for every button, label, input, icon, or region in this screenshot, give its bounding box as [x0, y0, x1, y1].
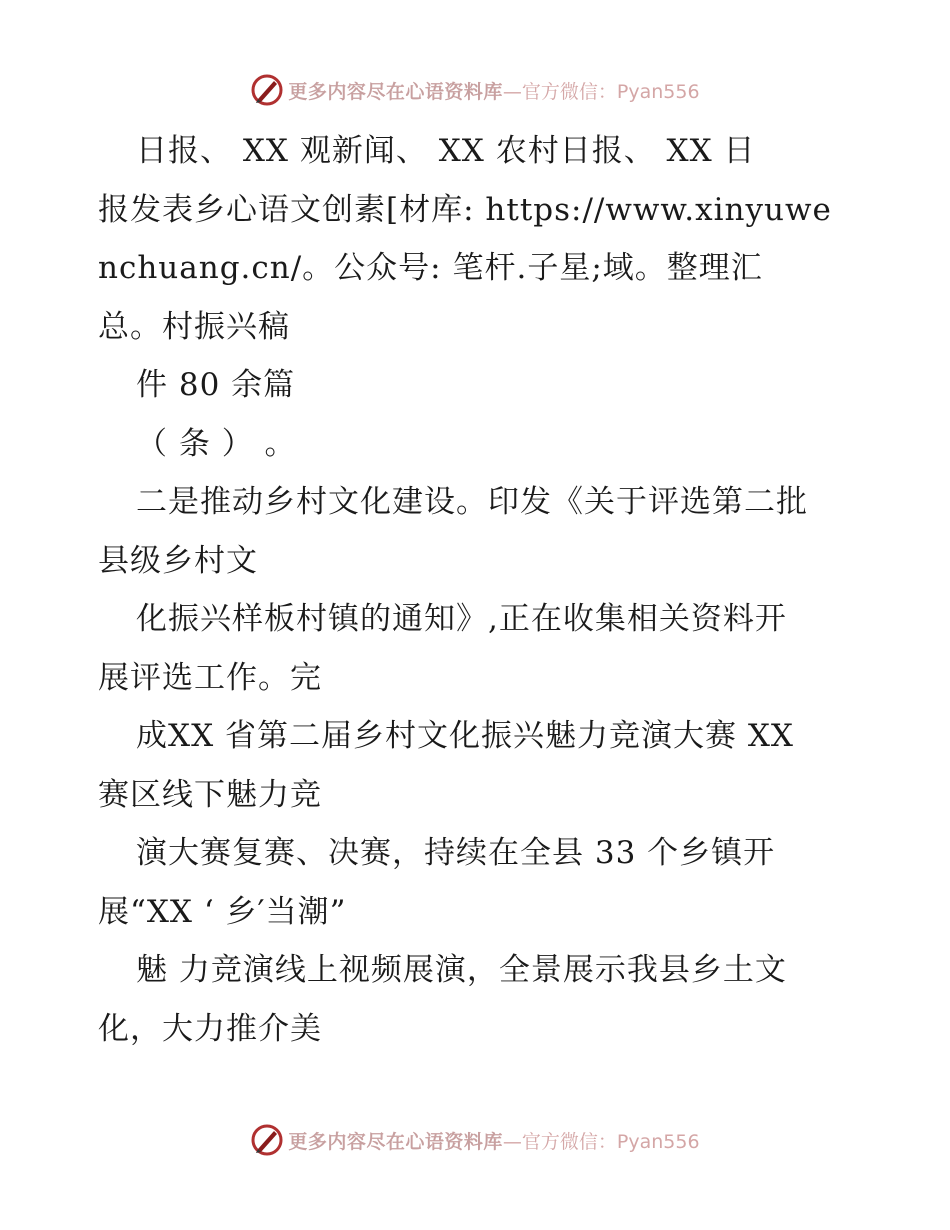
- text-line: 展评选工作。完: [98, 659, 322, 696]
- pen-logo-icon: [250, 1123, 284, 1157]
- text-line: 化，大力推介美: [98, 1010, 322, 1047]
- text-line: 件 80 余篇: [136, 367, 296, 403]
- text-line: 二是推动乡村文化建设。印发《关于评选第二批: [136, 484, 808, 520]
- banner-main-text: 更多内容尽在心语资料库: [288, 80, 503, 103]
- text-line: （ 条 ） 。: [136, 425, 297, 462]
- document-body: [98, 122, 858, 1058]
- text-line: 展“XX ‘ 乡′当潮”: [98, 893, 347, 930]
- banner-main-text: 更多内容尽在心语资料库: [288, 1130, 503, 1153]
- text-line: 化振兴样板村镇的通知》,正在收集相关资料开: [136, 601, 787, 637]
- text-line: 演大赛复赛、决赛，持续在全县 33 个乡镇开: [136, 835, 776, 871]
- text-line: 县级乡村文: [98, 542, 258, 579]
- footer-banner: [0, 1120, 950, 1160]
- text-line: 魅 力竞演线上视频展演，全景展示我县乡土文: [136, 952, 787, 988]
- pen-logo-icon: [250, 73, 284, 107]
- text-line: 成XX 省第二届乡村文化振兴魅力竞演大赛 XX: [136, 718, 794, 754]
- text-line: 赛区线下魅力竞: [98, 776, 322, 813]
- text-line: nchuang.cn/。公众号: 笔杆.子星;域。整理汇: [98, 250, 763, 286]
- text-line: 总。村振兴稿: [98, 308, 290, 345]
- banner-contact-text: —官方微信：Pyan556: [502, 80, 700, 103]
- text-line: 日报、 XX 观新闻、 XX 农村日报、 XX 日: [136, 133, 756, 169]
- header-banner: [0, 70, 950, 110]
- text-line: 报发表乡心语文创素[材库: https://www.xinyuwe: [98, 191, 832, 228]
- banner-contact-text: —官方微信：Pyan556: [502, 1130, 700, 1153]
